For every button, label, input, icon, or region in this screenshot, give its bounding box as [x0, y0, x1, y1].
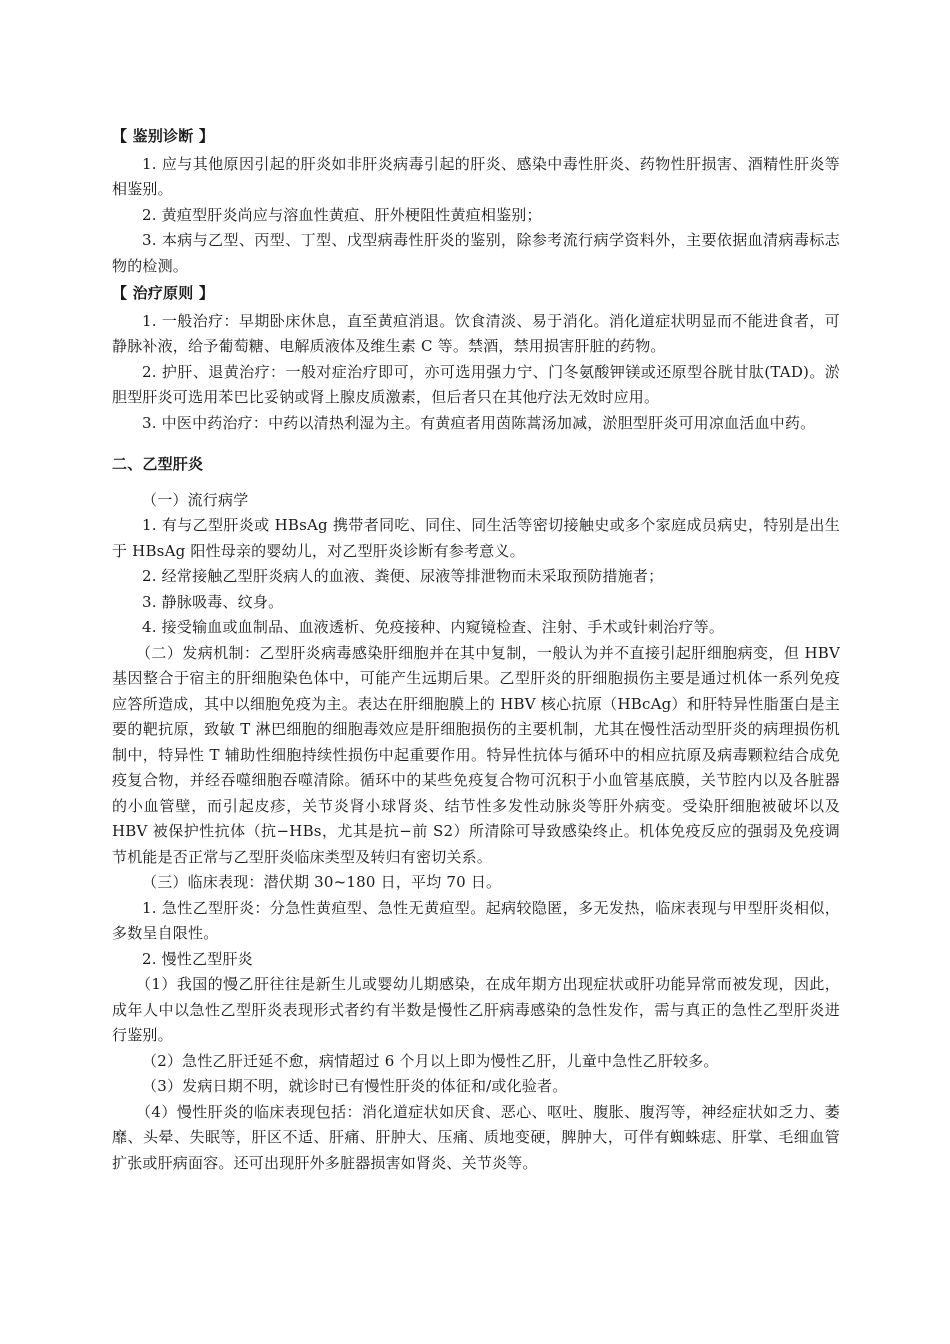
treatment-item-3: 3. 中医中药治疗：中药以清热利湿为主。有黄疸者用茵陈蒿汤加减，淤胆型肝炎可用凉血活血中药。: [142, 413, 816, 432]
hepatitis-b-section-title: 二、乙型肝炎: [112, 455, 204, 473]
treatment-principles-heading: 【 治疗原则 】: [112, 284, 215, 302]
epidemiology-item-3: 3. 静脉吸毒、纹身。: [142, 592, 284, 611]
epidemiology-item-4: 4. 接受输血或血制品、血液透析、免疫接种、内窥镜检查、注射、手术或针刺治疗等。: [142, 618, 725, 636]
chronic-item-1: （1）我国的慢乙肝往往是新生儿或婴幼儿期感染，在成年期方出现症状或肝功能异常而被发现，因此，成年人中以急性乙型肝炎表现形式者约有半数是慢性乙肝病毒感染的急性发作，需与真正的急性乙型肝炎进行鉴别。: [112, 975, 840, 1044]
clinical-manifestation-paragraph: （三）临床表现：潜伏期 30~180 日，平均 70 日。: [142, 873, 502, 891]
differential-item-1: 1. 应与其他原因引起的肝炎如非肝炎病毒引起的肝炎、感染中毒性肝炎、药物性肝损害、酒精性肝炎等相鉴别。: [112, 154, 840, 198]
differential-item-2: 2. 黄疸型肝炎尚应与溶血性黄疸、肝外梗阻性黄疸相鉴别；: [142, 205, 542, 224]
treatment-item-2: 2. 护肝、退黄治疗：一般对症治疗即可，亦可选用强力宁、门冬氨酸钾镁或还原型谷胱甘肽(TAD)。淤胆型肝炎可选用苯巴比妥钠或肾上腺皮质激素，但后者只在其他疗法无效时应用。: [112, 362, 840, 406]
chronic-hepatitis-b-subheading: 2. 慢性乙型肝炎: [142, 949, 253, 968]
treatment-item-1: 1. 一般治疗：早期卧床休息，直至黄疸消退。饮食清淡、易于消化。消化道症状明显而不能进食者，可静脉补液，给予葡萄糖、电解质液体及维生素 C 等。禁酒，禁用损害肝脏的药物。: [112, 311, 840, 355]
pathogenesis-paragraph: （二）发病机制：乙型肝炎病毒感染肝细胞并在其中复制，一般认为并不直接引起肝细胞病变，但 HBV 基因整合于宿主的肝细胞染色体中，可能产生远期后果。乙型肝炎的肝细胞损伤主要是通过机体一系列免疫应答所造成，其中以细胞免疫为主。表达在肝细胞膜上的 HBV 核心抗原（HBcAg）和肝特异性脂蛋白是主要的靶抗原，致敏 T 淋巴细胞的细胞毒效应是肝细胞损伤的主要机制，尤其在慢性活动型肝炎的病理损伤机制中，特异性 T 辅助性细胞持续性损伤中起重要作用。特异性抗体与循环中的相应抗原及病毒颗粒结合成免疫复合物，并经吞噬细胞吞噬清除。循环中的某些免疫复合物可沉积于小血管基底膜，关节腔内以及各脏器的小血管壁，而引起皮疹，关节炎肾小球肾炎、结节性多发性动脉炎等肝外病变。受染肝细胞被破坏以及 HBV 被保护性抗体（抗−HBs，尤其是抗−前 S2）所清除可导致感染终止。机体免疫反应的强弱及免疫调节机能是否正常与乙型肝炎临床类型及转归有密切关系。: [112, 643, 840, 866]
epidemiology-item-2: 2. 经常接触乙型肝炎病人的血液、粪便、尿液等排泄物而未采取预防措施者；: [142, 567, 664, 585]
document-body: [112, 122, 840, 1176]
chronic-item-2: （2）急性乙肝迁延不愈，病情超过 6 个月以上即为慢性乙肝，儿童中急性乙肝较多。: [142, 1051, 719, 1070]
epidemiology-subheading: （一）流行病学: [142, 490, 249, 509]
differential-diagnosis-heading: 【 鉴别诊断 】: [112, 127, 215, 145]
chronic-item-4: （4）慢性肝炎的临床表现包括：消化道症状如厌食、恶心、呕吐、腹胀、腹泻等，神经症状如乏力、萎靡、头晕、失眠等，肝区不适、肝痛、肝肿大、压痛、质地变硬，脾肿大，可伴有蜘蛛痣、肝掌、毛细血管扩张或肝病面容。还可出现肝外多脏器损害如肾炎、关节炎等。: [112, 1102, 840, 1172]
differential-item-3: 3. 本病与乙型、丙型、丁型、戊型病毒性肝炎的鉴别，除参考流行病学资料外，主要依据血清病毒标志物的检测。: [112, 231, 840, 275]
epidemiology-item-1: 1. 有与乙型肝炎或 HBsAg 携带者同吃、同住、同生活等密切接触史或多个家庭成员病史，特别是出生于 HBsAg 阳性母亲的婴幼儿，对乙型肝炎诊断有参考意义。: [112, 516, 840, 560]
chronic-item-3: （3）发病日期不明，就诊时已有慢性肝炎的体征和/或化验者。: [142, 1077, 568, 1095]
acute-hepatitis-b-paragraph: 1. 急性乙型肝炎：分急性黄疸型、急性无黄疸型。起病较隐匿，多无发热，临床表现与甲型肝炎相似，多数呈自限性。: [112, 898, 840, 942]
